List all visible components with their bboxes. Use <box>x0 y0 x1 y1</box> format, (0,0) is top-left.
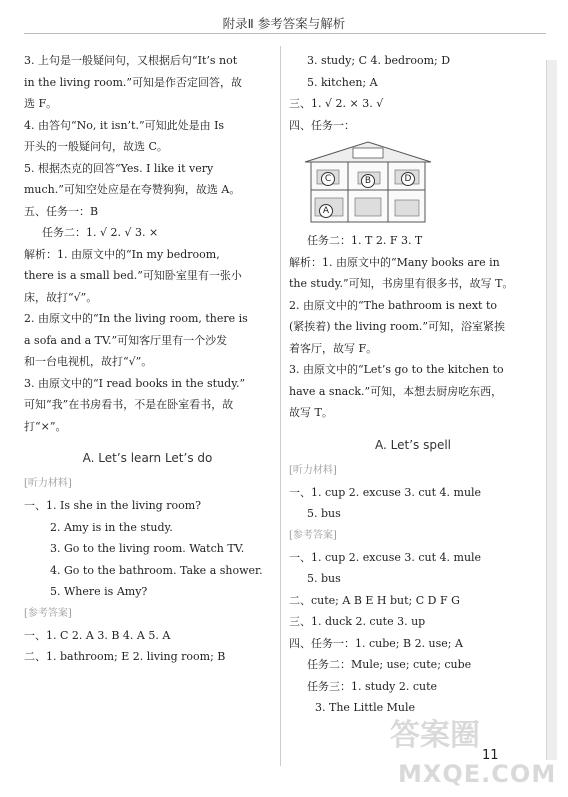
listening-material-label: [听力材料] <box>289 464 337 476</box>
listening-material-label: [听力材料] <box>24 478 72 489</box>
left-answers-block <box>24 50 271 437</box>
text-line: 解析：1. 由原文中的“Many books are in <box>289 255 500 269</box>
reference-answer-label: [参考答案] <box>289 529 337 541</box>
text-line: 5. kitchen; A <box>307 75 378 89</box>
text-line: 五、任务一：B <box>24 204 99 218</box>
page-header <box>0 0 568 38</box>
text-line: 任务二：1. √ 2. √ 3. × <box>42 226 159 239</box>
text-line: 四、任务一：1. cube; B 2. use; A <box>289 636 463 650</box>
header-title: 附录Ⅱ 参考答案与解析 <box>222 16 346 31</box>
text-line: 二、1. bathroom; E 2. living room; B <box>24 650 226 663</box>
text-line: 2. Amy is in the study. <box>50 520 173 534</box>
right-analysis-block <box>289 230 537 424</box>
text-line: 开头的一般疑问句，故选 C。 <box>24 140 168 153</box>
text-line: 一、1. cup 2. excuse 3. cut 4. mule <box>289 485 482 499</box>
text-line: 4. Go to the bathroom. Take a shower. <box>50 563 263 577</box>
text-line: 三、1. duck 2. cute 3. up <box>289 615 426 628</box>
house-room-label: C <box>321 166 335 186</box>
house-room-label: A <box>319 198 333 218</box>
text-line: 4. 由答句“No, it isn’t.”可知此处是由 Is <box>24 118 225 132</box>
text-line: in the living room.”可知是作否定回答，故 <box>24 75 243 89</box>
text-line: 解析：1. 由原文中的“In my bedroom, <box>24 247 220 261</box>
text-line: 着客厅，故写 F。 <box>289 341 378 355</box>
text-line: 任务二：1. T 2. F 3. T <box>307 234 423 247</box>
text-line: 3. study; C 4. bedroom; D <box>307 54 451 67</box>
text-line: there is a small bed.”可知卧室里有一张小 <box>24 269 242 282</box>
left-column <box>24 50 271 668</box>
text-line: 三、1. √ 2. × 3. √ <box>289 97 384 110</box>
text-line: 故写 T。 <box>289 406 333 419</box>
text-line: 3. Go to the living room. Watch TV. <box>50 542 245 555</box>
section-title-lets-learn: A. Let’s learn Let’s do <box>82 451 213 465</box>
listening-material-block <box>24 495 271 603</box>
text-line: 3. The Little Mule <box>315 701 415 714</box>
right-answers-block <box>289 50 537 136</box>
house-room-label: B <box>361 168 375 188</box>
text-line: 2. 由原文中的“In the living room, there is <box>24 312 248 325</box>
reference-answer-block <box>289 547 537 719</box>
house-room-label: D <box>401 166 415 186</box>
reference-answer-label: [参考答案] <box>24 607 72 619</box>
page-number: 11 <box>482 748 499 763</box>
text-line: 可知“我”在书房看书，不是在卧室看书，故 <box>24 398 234 411</box>
header-rule <box>24 33 546 34</box>
text-line: 5. 根据杰克的回答“Yes. I like it very <box>24 161 214 175</box>
text-line: 一、1. Is she in the living room? <box>24 499 202 512</box>
text-line: 3. 上句是一般疑问句，又根据后句“It’s not <box>24 54 238 67</box>
text-line: 5. bus <box>307 572 341 585</box>
text-line: 打“×”。 <box>24 419 67 433</box>
text-line: 选 F。 <box>24 97 58 110</box>
watermark-logo: 答案圈 <box>390 718 480 753</box>
right-column <box>289 50 537 719</box>
house-diagram <box>303 140 433 224</box>
text-line: 一、1. cup 2. excuse 3. cut 4. mule <box>289 550 482 564</box>
text-line: 二、cute; A B E H but; C D F G <box>289 593 460 607</box>
text-line: 任务三：1. study 2. cute <box>307 679 438 693</box>
text-line: 床，故打“√”。 <box>24 290 98 304</box>
listening-material-block <box>289 482 537 525</box>
text-line: have a snack.”可知，本想去厨房吃东西， <box>289 384 503 398</box>
text-line: 3. 由原文中的“I read books in the study.” <box>24 376 246 390</box>
text-line: 四、任务一： <box>289 118 355 132</box>
text-line: 和一台电视机，故打“√”。 <box>24 355 153 368</box>
reference-answer-block <box>24 625 271 668</box>
text-line: much.”可知空处应是在夸赞狗狗，故选 A。 <box>24 183 241 196</box>
text-line: 3. 由原文中的“Let’s go to the kitchen to <box>289 363 504 376</box>
column-divider <box>280 46 281 766</box>
text-line: 任务二：Mule; use; cute; cube <box>307 658 472 671</box>
section-title-lets-spell: A. Let’s spell <box>375 437 451 452</box>
text-line: 2. 由原文中的“The bathroom is next to <box>289 298 497 312</box>
text-line: 5. bus <box>307 507 341 520</box>
text-line: (紧挨着) the living room.”可知，浴室紧挨 <box>289 320 506 333</box>
page-edge-strip <box>546 60 557 760</box>
text-line: 5. Where is Amy? <box>50 585 148 598</box>
text-line: the study.”可知，书房里有很多书，故写 T。 <box>289 277 514 290</box>
text-line: 一、1. C 2. A 3. B 4. A 5. A <box>24 628 171 642</box>
text-line: a sofa and a TV.”可知客厅里有一个沙发 <box>24 333 228 347</box>
watermark-url: MXQE.COM <box>398 760 557 788</box>
